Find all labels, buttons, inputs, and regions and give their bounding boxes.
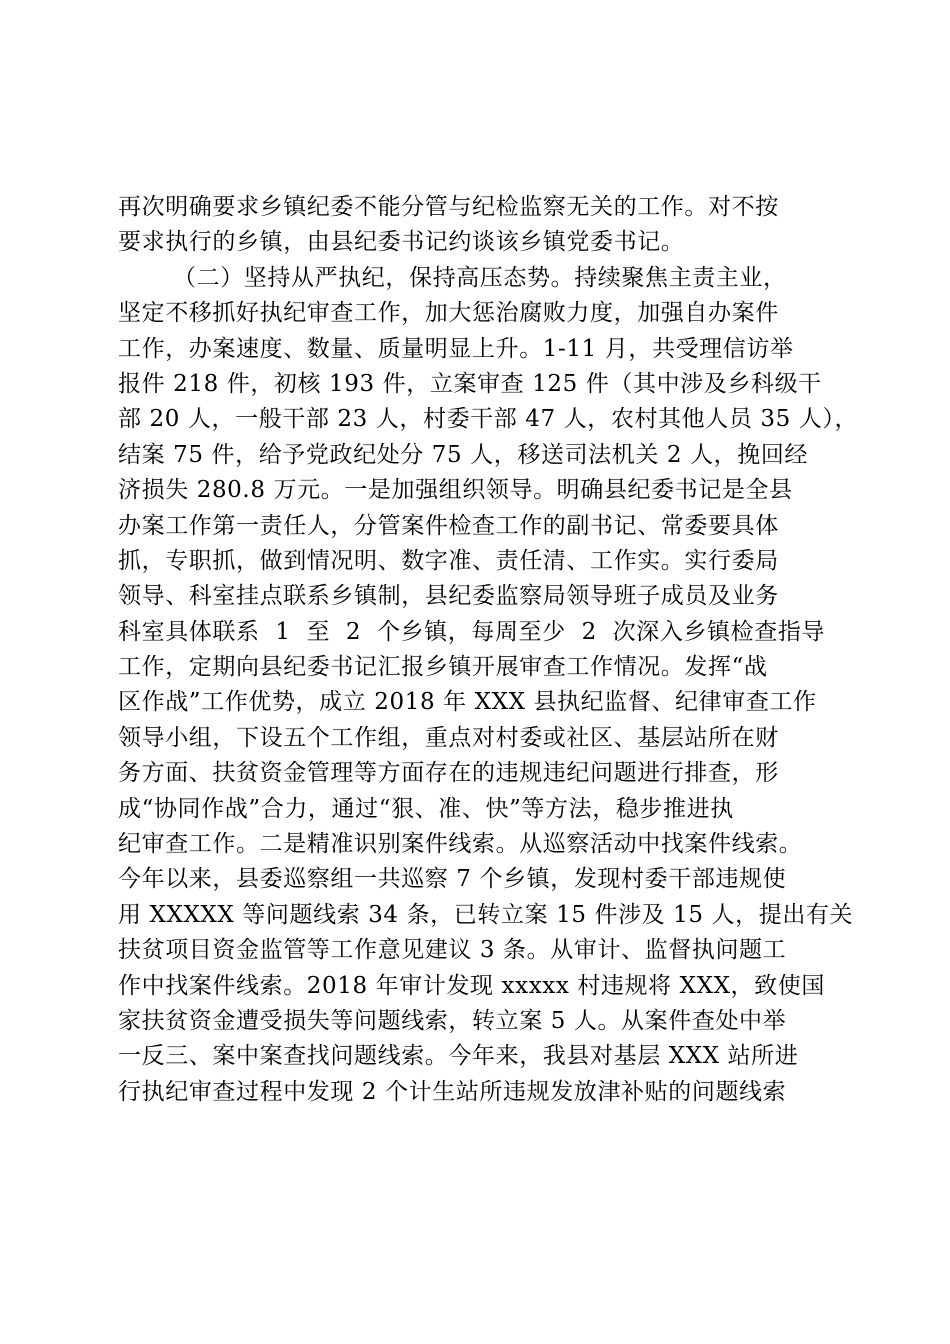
text-line: 一反三、案中案查找问题线索。今年来，我县对基层 XXX 站所进 <box>118 1043 799 1070</box>
text-line: 成“协同作战”合力，通过“狠、准、快”等方法，稳步推进执 <box>118 795 734 822</box>
document-body <box>118 190 858 1110</box>
text-line: 扶贫项目资金监管等工作意见建议 3 条。从审计、监督执问题工 <box>118 937 787 964</box>
text-line: 作中找案件线索。2018 年审计发现 xxxxx 村违规将 XXX，致使国 <box>118 972 825 999</box>
text-line: 济损失 280.8 万元。一是加强组织领导。明确县纪委书记是全县 <box>118 477 793 504</box>
text-line: 务方面、扶贫资金管理等方面存在的违规违纪问题进行排查，形 <box>118 760 779 787</box>
text-line: 今年以来，县委巡察组一共巡察 7 个乡镇，发现村委干部违规使 <box>118 866 787 893</box>
text-line: 工作，办案速度、数量、质量明显上升。1-11 月，共受理信访举 <box>118 335 794 362</box>
text-line: 行执纪审查过程中发现 2 个计生站所违规发放津补贴的问题线索 <box>118 1078 787 1105</box>
text-line: 办案工作第一责任人，分管案件检查工作的副书记、常委要具体 <box>118 512 779 539</box>
text-line: 纪审查工作。二是精准识别案件线索。从巡察活动中找案件线索。 <box>118 831 803 858</box>
text-line: 抓，专职抓，做到情况明、数字准、责任清、工作实。实行委局 <box>118 547 779 574</box>
text-line: 用 XXXXX 等问题线索 34 条，已转立案 15 件涉及 15 人，提出有关 <box>118 901 854 928</box>
text-line: 家扶贫资金遭受损失等问题线索，转立案 5 人。从案件查处中举 <box>118 1007 787 1034</box>
text-line: 领导小组，下设五个工作组，重点对村委或社区、基层站所在财 <box>118 724 779 751</box>
text-line: 科室具体联系 1 至 2 个乡镇，每周至少 2 次深入乡镇检查指导 <box>118 618 826 645</box>
text-line: 部 20 人，一般干部 23 人，村委干部 47 人，农村其他人员 35 人）， <box>118 406 859 433</box>
text-line: 坚定不移抓好执纪审查工作，加大惩治腐败力度，加强自办案件 <box>118 300 779 327</box>
text-line: 区作战”工作优势，成立 2018 年 XXX 县执纪监督、纪律审查工作 <box>118 689 817 716</box>
text-line: 报件 218 件，初核 193 件，立案审查 125 件（其中涉及乡科级干 <box>118 370 822 397</box>
text-line: 领导、科室挂点联系乡镇制，县纪委监察局领导班子成员及业务 <box>118 583 779 610</box>
text-line: 再次明确要求乡镇纪委不能分管与纪检监察无关的工作。对不按 <box>118 194 779 220</box>
section-heading-line: （二）坚持从严执纪，保持高压态势。持续聚焦主责主业， <box>173 264 787 291</box>
text-line: 要求执行的乡镇，由县纪委书记约谈该乡镇党委书记。 <box>118 229 685 256</box>
text-line: 结案 75 件，给予党政纪处分 75 人，移送司法机关 2 人，挽回经 <box>118 441 809 468</box>
text-line: 工作，定期向县纪委书记汇报乡镇开展审查工作情况。发挥“战 <box>118 654 768 681</box>
